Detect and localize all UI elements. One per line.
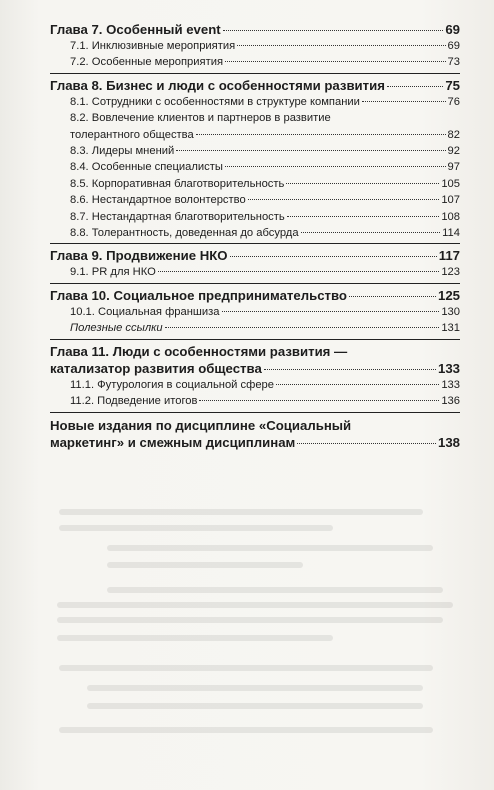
toc-chapter-10 — [50, 287, 460, 304]
chapter-divider — [50, 283, 460, 284]
toc-section — [50, 377, 460, 393]
toc-section — [50, 225, 460, 241]
section-title: 7.1. Инклюзивные мероприятия — [70, 40, 236, 52]
page-number: 114 — [442, 227, 460, 240]
section-title: 7.2. Особенные мероприятия — [70, 56, 224, 69]
dot-leader — [223, 30, 444, 31]
toc-section — [50, 304, 460, 320]
dot-leader — [165, 327, 440, 328]
chapter-divider — [50, 339, 460, 340]
chapter-title-line2: катализатор развития общества — [50, 360, 262, 376]
page-number: 130 — [441, 305, 460, 318]
page-number: 107 — [441, 194, 460, 207]
page-number: 123 — [441, 266, 460, 279]
chapter-divider — [50, 243, 460, 244]
chapter-title: Глава 9. Продвижение НКО — [50, 248, 228, 264]
toc-section — [50, 159, 460, 175]
dot-leader — [362, 101, 446, 102]
page-number: 75 — [445, 77, 460, 93]
page-number: 82 — [447, 128, 460, 141]
toc-section — [50, 264, 460, 280]
toc-new-editions — [50, 417, 460, 451]
toc-chapter-9 — [50, 247, 460, 264]
chapter-divider — [50, 412, 460, 413]
section-title: Полезные ссылки — [70, 322, 163, 335]
chapter-title: Глава 8. Бизнес и люди с особенностями развития — [50, 77, 385, 93]
page-number: 136 — [441, 395, 460, 408]
page-number: 133 — [441, 378, 460, 391]
section-title: 8.4. Особенные специалисты — [70, 161, 223, 174]
page-number: 125 — [437, 287, 460, 303]
dot-leader — [276, 384, 439, 385]
dot-leader — [196, 134, 446, 135]
page-number: 117 — [438, 248, 460, 264]
dot-leader — [387, 86, 443, 87]
chapter-title: Глава 7. Особенный event — [50, 22, 221, 37]
section-title: 11.2. Подведение итогов — [70, 395, 198, 408]
dot-leader — [349, 296, 436, 297]
dot-leader — [237, 45, 445, 46]
section-title-line2: толерантного общества — [70, 128, 194, 141]
toc-section — [50, 192, 460, 208]
chapter-title-line1: Глава 11. Люди с особенностями развития — — [50, 343, 348, 359]
dot-leader — [301, 232, 441, 233]
toc-section — [50, 176, 460, 192]
section-title-line1: 8.2. Вовлечение клиентов и партнеров в развитие — [70, 112, 331, 125]
table-of-contents — [50, 18, 460, 451]
page-number: 92 — [447, 145, 460, 158]
page-number: 76 — [447, 95, 460, 108]
section-title: 8.5. Корпоративная благотворительность — [70, 177, 285, 190]
page-number: 69 — [447, 40, 460, 52]
section-title: 8.1. Сотрудники с особенностями в структуре компании — [70, 95, 360, 108]
toc-section — [50, 320, 460, 336]
section-title: 11.1. Футурология в социальной сфере — [70, 378, 274, 391]
toc-chapter-8 — [50, 77, 460, 94]
page-number: 69 — [445, 22, 460, 37]
page-number: 105 — [441, 177, 460, 190]
toc-section — [50, 143, 460, 159]
toc-section — [50, 38, 460, 54]
page-number: 97 — [447, 161, 460, 174]
dot-leader — [264, 369, 436, 370]
chapter-title: Глава 10. Социальное предпринимательство — [50, 287, 347, 303]
section-title: 8.8. Толерантность, доведенная до абсурда — [70, 227, 299, 240]
dot-leader — [297, 443, 436, 444]
section-title: 8.7. Нестандартная благотворительность — [70, 210, 285, 223]
dot-leader — [225, 166, 446, 167]
section-title: 9.1. PR для НКО — [70, 266, 156, 279]
toc-section — [50, 110, 460, 143]
toc-section — [50, 393, 460, 409]
section-title: 10.1. Социальная франшиза — [70, 305, 220, 318]
page-number: 133 — [437, 360, 460, 376]
dot-leader — [287, 216, 440, 217]
dot-leader — [248, 199, 440, 200]
page-number: 131 — [441, 322, 460, 335]
chapter-divider — [50, 73, 460, 74]
dot-leader — [222, 311, 440, 312]
dot-leader — [158, 271, 440, 272]
dot-leader — [199, 400, 439, 401]
page-number: 138 — [437, 434, 460, 450]
toc-section — [50, 54, 460, 70]
dot-leader — [286, 183, 439, 184]
dot-leader — [225, 61, 446, 62]
section-title: 8.6. Нестандартное волонтерство — [70, 194, 246, 207]
section-title: 8.3. Лидеры мнений — [70, 145, 175, 158]
chapter-title-line1: Новые издания по дисциплине «Социальный — [50, 417, 352, 433]
page-number: 108 — [441, 210, 460, 223]
page-number: 73 — [447, 56, 460, 69]
dot-leader — [230, 256, 437, 257]
toc-section — [50, 94, 460, 110]
chapter-title-line2: маркетинг» и смежным дисциплинам — [50, 434, 296, 450]
toc-chapter-11 — [50, 343, 460, 377]
toc-chapter-7 — [50, 21, 460, 38]
toc-section — [50, 209, 460, 225]
dot-leader — [176, 150, 445, 151]
